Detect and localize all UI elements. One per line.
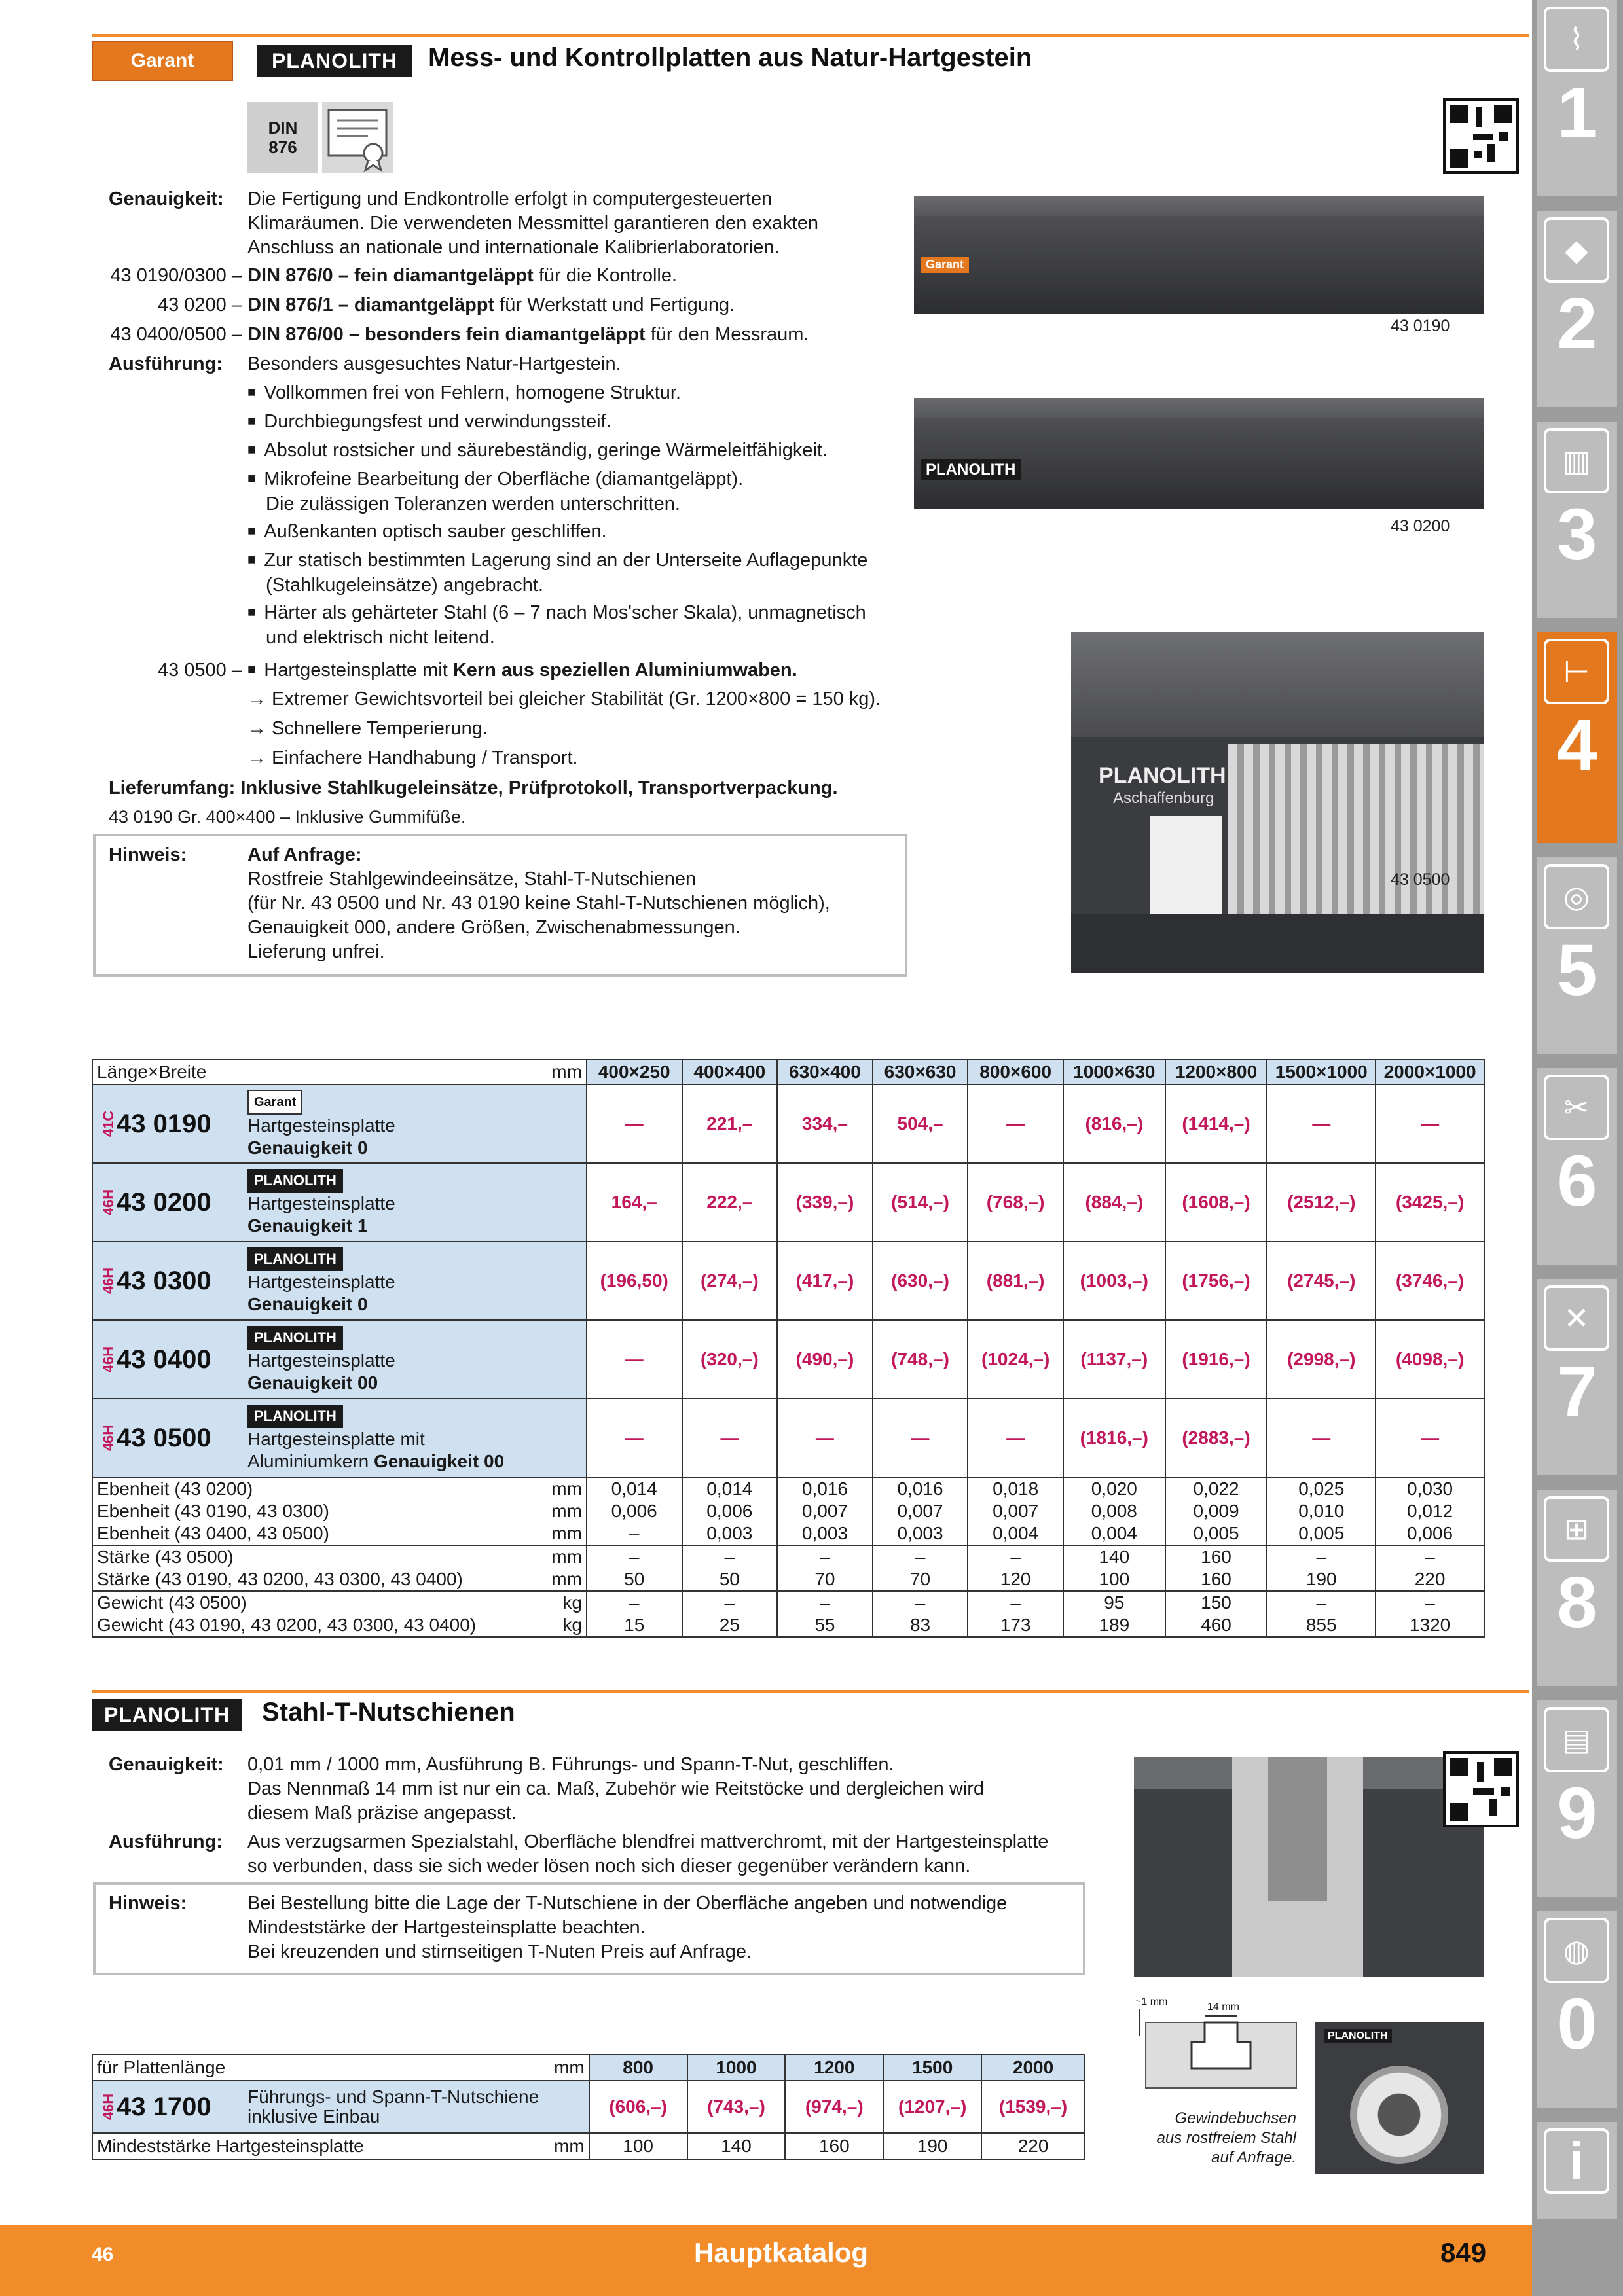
- hinweis-text: Bei Bestellung bitte die Lage der T-Nutschiene in der Oberfläche angeben und notwendige Mindeststärke der Hartgesteinsplatte beachten. Bei kreuzenden und stirnseitigen T-Nuten Preis auf Anfrage.: [247, 1893, 1008, 1962]
- list-item: ■ Vollkommen frei von Fehlern, homogene Struktur.: [247, 381, 915, 410]
- ausfuehrung-text: Besonders ausgesuchtes Natur-Hartgestein.: [247, 353, 621, 374]
- table-header-row: Länge×Breite mm 400×250 400×400 630×400 630×630 800×600 1000×630 1200×800 1500×1000 2000×1000: [92, 1060, 1484, 1085]
- din-lines: 43 0190/0300 – DIN 876/0 – fein diamantgeläppt für die Kontrolle. 43 0200 – DIN 876/1 – diamantgeläppt für Werkstatt und Fertigung. 43 0400/0500 – DIN 876/00 – besonders fein diamantgeläppt für den Messraum.: [110, 265, 809, 345]
- footer-title: Hauptkatalog: [694, 2237, 869, 2268]
- tab-chapter-4[interactable]: ⊢ 4: [1537, 632, 1617, 843]
- core-arrows: → Extremer Gewichtsvorteil bei gleicher Stabilität (Gr. 1200×800 = 150 kg). → Schnellere Temperierung. → Einfachere Handhabung / Transport.: [247, 689, 881, 768]
- caption-430500: 43 0500: [1391, 870, 1450, 889]
- list-item: ■ Absolut rostsicher und säurebeständig, geringe Wärmeleitfähigkeit.: [247, 439, 915, 467]
- table-header-row: für Plattenlänge mm 800 1000 1200 1500 2000: [92, 2054, 1085, 2081]
- tab-chapter-9[interactable]: ▤ 9: [1537, 1700, 1617, 1897]
- product-image-430500: PLANOLITH Aschaffenburg: [1071, 632, 1484, 973]
- qr-code-icon[interactable]: [1443, 1751, 1519, 1827]
- header-rule: [92, 34, 1529, 37]
- info-icon: i: [1544, 2128, 1609, 2194]
- t-slot-diagram: ~1 mm 14 mm: [1133, 1996, 1305, 2094]
- table-row: Ebenheit (43 0200) mm 0,014 0,014 0,016 0,016 0,018 0,020 0,022 0,025 0,030: [92, 1477, 1484, 1500]
- price-table: [92, 1059, 1485, 1638]
- planolith-logo: PLANOLITH: [257, 45, 412, 77]
- qr-code-icon[interactable]: [1443, 98, 1519, 174]
- tab-chapter-1[interactable]: ⌇ 1: [1537, 0, 1617, 196]
- table-row: 46H 43 0400 PLANOLITH Hartgesteinsplatte Genauigkeit 00 — (320,–) (490,–) (748,–) (1024,–) (1137,–) (1916,–) (2998,–) (4098,–): [92, 1320, 1484, 1399]
- cabinet-icon: ▤: [1544, 1707, 1609, 1772]
- caption-430200: 43 0200: [1391, 517, 1450, 535]
- certificate-icon: [322, 102, 393, 173]
- table-row: 46H 43 0500 PLANOLITH Hartgesteinsplatte mit Aluminiumkern Genauigkeit 00 — — — — — (1816,–) (2883,–) — —: [92, 1399, 1484, 1477]
- table-row: 46H 43 1700 Führungs- und Spann-T-Nutschiene inklusive Einbau (606,–) (743,–) (974,–) (1207,–) (1539,–): [92, 2081, 1085, 2133]
- workshop-icon: ⊞: [1544, 1496, 1609, 1562]
- tab-chapter-8[interactable]: ⊞ 8: [1537, 1490, 1617, 1686]
- page-title: Mess- und Kontrollplatten aus Natur-Hartgestein: [428, 43, 1032, 72]
- din-badge: DIN 876: [247, 102, 318, 173]
- tab-chapter-5[interactable]: ◎ 5: [1537, 857, 1617, 1054]
- product-image-430190: Garant: [914, 196, 1484, 314]
- thread-bush-caption: Gewindebuchsen aus rostfreiem Stahl auf Anfrage.: [1156, 2109, 1296, 2166]
- table-row: Stärke (43 0190, 43 0200, 43 0300, 43 0400) mm 50 50 70 70 120 100 160 190 220: [92, 1568, 1484, 1591]
- feature-list: [247, 381, 915, 653]
- ausfuehrung-text: Aus verzugsarmen Spezialstahl, Oberfläche blendfrei mattverchromt, mit der Hartgesteinsplatte so verbunden, dass sie sich weder lösen noch sich dieser gegenüber verändern kann.: [247, 1831, 1049, 1876]
- hinweis-label: Hinweis:: [109, 1893, 187, 1914]
- hinweis-label: Hinweis:: [109, 844, 187, 865]
- tab-chapter-6[interactable]: ✂ 6: [1537, 1068, 1617, 1265]
- chuck-icon: ▥: [1544, 428, 1609, 493]
- lieferumfang-extra: 43 0190 Gr. 400×400 – Inklusive Gummifüße.: [109, 807, 466, 827]
- table-row: Ebenheit (43 0400, 43 0500) mm – 0,003 0,003 0,003 0,004 0,004 0,005 0,005 0,006: [92, 1522, 1484, 1545]
- caliper-icon: ⊢: [1544, 639, 1609, 704]
- section-rule: [92, 1690, 1529, 1693]
- table-row: Gewicht (43 0190, 43 0200, 43 0300, 43 0400) kg 15 25 55 83 173 189 460 855 1320: [92, 1614, 1484, 1637]
- tab-chapter-2[interactable]: ◆ 2: [1537, 211, 1617, 407]
- caption-430190: 43 0190: [1391, 317, 1450, 335]
- planolith-logo: PLANOLITH: [92, 1699, 242, 1731]
- list-item: ■ Außenkanten optisch sauber geschliffen.: [247, 520, 915, 548]
- table-row: 46H 43 0200 PLANOLITH Hartgesteinsplatte Genauigkeit 1 164,– 222,– (339,–) (514,–) (768,–) (884,–) (1608,–) (2512,–) (3425,–): [92, 1163, 1484, 1242]
- ausfuehrung-label: Ausführung:: [109, 1831, 223, 1852]
- insert-icon: ◆: [1544, 217, 1609, 283]
- saw-blade-icon: ◎: [1544, 864, 1609, 929]
- list-item: ■ Mikrofeine Bearbeitung der Oberfläche (diamantgeläppt). Die zulässigen Toleranzen werden unterschritten.: [247, 467, 915, 520]
- table-row: Gewicht (43 0500) kg – – – – – 95 150 – –: [92, 1591, 1484, 1614]
- section-title: Stahl-T-Nutschienen: [262, 1698, 515, 1727]
- garant-logo: Garant: [92, 41, 233, 81]
- table-row: 46H 43 0300 PLANOLITH Hartgesteinsplatte Genauigkeit 0 (196,50) (274,–) (417,–) (630,–) (881,–) (1003,–) (1756,–) (2745,–) (3746,–): [92, 1242, 1484, 1320]
- genauigkeit-label: Genauigkeit:: [109, 188, 224, 209]
- t-slot-table: [92, 2054, 1085, 2160]
- list-item: ■ Zur statisch bestimmten Lagerung sind an der Unterseite Auflagepunkte (Stahlkugeleinsätze) angebracht.: [247, 548, 915, 601]
- core-code: 43 0500 –: [157, 660, 242, 681]
- genauigkeit-text: Die Fertigung und Endkontrolle erfolgt in computergesteuerten Klimaräumen. Die verwendeten Messmittel garantieren den exakten Anschluss an nationale und internationale Kalibrierlaboratorien.: [247, 188, 819, 258]
- table-row: 41C 43 0190 Garant Hartgesteinsplatte Genauigkeit 0 — 221,– 334,– 504,– — (816,–) (1414,–) — —: [92, 1085, 1484, 1163]
- tab-chapter-7[interactable]: ✕ 7: [1537, 1279, 1617, 1475]
- safety-goggles-icon: ◍: [1544, 1918, 1609, 1983]
- hinweis-text: Auf Anfrage: Rostfreie Stahlgewindeeinsätze, Stahl-T-Nutschienen (für Nr. 43 0500 und Nr. 43 0190 keine Stahl-T-Nutschienen möglich), Genauigkeit 000, andere Größen, Zwischenabmessungen. Lieferung unfrei.: [247, 844, 830, 962]
- genauigkeit-text: 0,01 mm / 1000 mm, Ausführung B. Führungs- und Spann-T-Nut, geschliffen. Das Nennmaß 14 mm ist nur ein ca. Maß, Zubehör wie Reitstöcke und dergleichen wird diesem Maß präzise angepasst.: [247, 1754, 985, 1823]
- footer-page-ref: 46: [92, 2244, 114, 2265]
- wrench-icon: ✂: [1544, 1075, 1609, 1140]
- table-row: Ebenheit (43 0190, 43 0300) mm 0,006 0,006 0,007 0,007 0,007 0,008 0,009 0,010 0,012: [92, 1500, 1484, 1522]
- table-row: Mindeststärke Hartgesteinsplatte mm 100 140 160 190 220: [92, 2133, 1085, 2159]
- table-row: Stärke (43 0500) mm – – – – – 140 160 – –: [92, 1545, 1484, 1568]
- page-number: 849: [1440, 2237, 1487, 2268]
- lieferumfang: Lieferumfang: Inklusive Stahlkugeleinsätze, Prüfprotokoll, Transportverpackung.: [109, 778, 838, 798]
- drill-bit-icon: ⌇: [1544, 7, 1609, 72]
- genauigkeit-label: Genauigkeit:: [109, 1754, 224, 1775]
- thread-bush-photo: PLANOLITH: [1315, 2022, 1484, 2174]
- tab-info[interactable]: [1537, 2122, 1617, 2219]
- product-image-430200: PLANOLITH: [914, 398, 1484, 509]
- pliers-icon: ✕: [1544, 1285, 1609, 1351]
- list-item: ■ Härter als gehärteter Stahl (6 – 7 nach Mos'scher Skala), unmagnetisch und elektrisch nicht leitend.: [247, 601, 915, 653]
- ausfuehrung-label: Ausführung:: [109, 353, 223, 374]
- t-slot-photo: [1134, 1757, 1484, 1977]
- tab-chapter-3[interactable]: ▥ 3: [1537, 422, 1617, 618]
- list-item: ■ Durchbiegungsfest und verwindungssteif.: [247, 410, 915, 439]
- core-item: ■ Hartgesteinsplatte mit Kern aus speziellen Aluminiumwaben.: [247, 658, 797, 683]
- tab-chapter-0[interactable]: ◍ 0: [1537, 1911, 1617, 2108]
